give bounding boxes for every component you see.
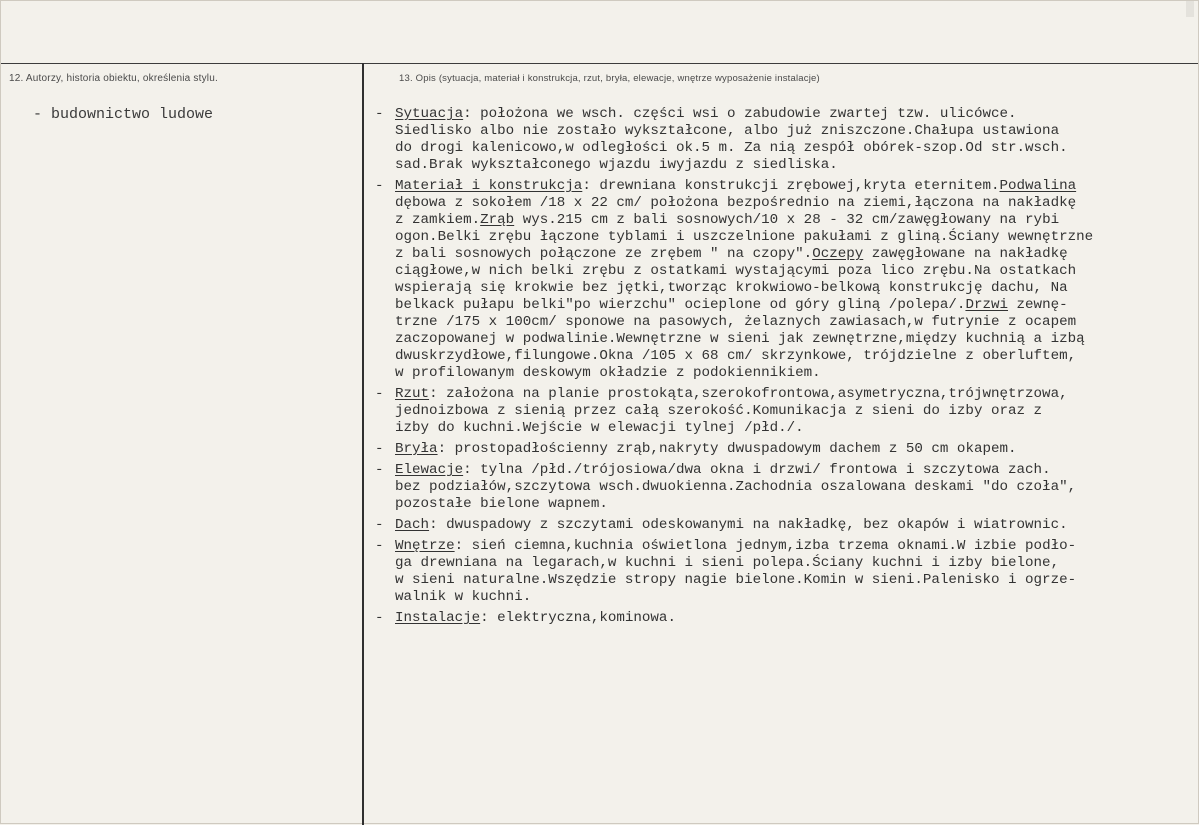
left-column-text: - budownictwo ludowe bbox=[33, 106, 214, 123]
section-bullet: - bbox=[375, 517, 384, 533]
section-heading: Drzwi bbox=[965, 297, 1009, 313]
section-heading: Sytuacja bbox=[395, 106, 464, 122]
text-run: Siedlisko albo nie zostało wykształcone, albo już zniszczone.Chałupa ustawiona bbox=[395, 123, 1060, 139]
text-run: pozostałe bielone wapnem. bbox=[395, 496, 608, 512]
section-bullet: - bbox=[375, 178, 384, 194]
header-field-12: 12. Autorzy, historia obiektu, określenia stylu. bbox=[9, 73, 218, 84]
text-run: belkack pułapu belki"po wierzchu" ocieplone od góry gliną /polepa/. bbox=[395, 297, 966, 313]
text-run: jednoizbowa z sienią przez całą szerokość.Komunikacja z sieni do izby oraz z bbox=[395, 403, 1043, 419]
description-section bbox=[375, 106, 1197, 174]
text-run: : sień ciemna,kuchnia oświetlona jednym,izba trzema oknami.W izbie podło- bbox=[454, 538, 1077, 554]
section-heading: Materiał i konstrukcja bbox=[395, 178, 583, 194]
text-run: dwuskrzydłowe,filungowe.Okna /105 x 68 cm/ skrzynkowe, trójdzielne z oberluftem, bbox=[395, 348, 1077, 364]
text-run: ciągłowe,w nich belki zrębu z ostatkami wystającymi poza lico zrębu.Na ostatkach bbox=[395, 263, 1077, 279]
description-section bbox=[375, 462, 1197, 513]
text-line bbox=[395, 263, 1197, 280]
text-line bbox=[395, 572, 1197, 589]
description-section bbox=[375, 178, 1197, 382]
text-run: z bali sosnowych połączone ze zrębem " na czopy". bbox=[395, 246, 813, 262]
column-divider bbox=[362, 63, 364, 825]
text-line bbox=[395, 496, 1197, 513]
section-heading: Podwalina bbox=[999, 178, 1077, 194]
text-line bbox=[395, 610, 1197, 627]
text-run: : drewniana konstrukcji zrębowej,kryta eternitem. bbox=[582, 178, 1000, 194]
text-line bbox=[395, 140, 1197, 157]
text-line bbox=[395, 441, 1197, 458]
section-heading: Zrąb bbox=[480, 212, 515, 228]
text-line bbox=[395, 403, 1197, 420]
section-bullet: - bbox=[375, 610, 384, 626]
text-run: sad.Brak wykształconego wjazdu iwyjazdu z siedliska. bbox=[395, 157, 838, 173]
text-run: : elektryczna,kominowa. bbox=[480, 610, 676, 626]
text-run: izby do kuchni.Wejście w elewacji tylnej /płd./. bbox=[395, 420, 804, 436]
section-heading: Bryła bbox=[395, 441, 438, 457]
description-body bbox=[375, 106, 1197, 631]
text-run: zewnę- bbox=[1008, 297, 1068, 313]
text-line bbox=[395, 297, 1197, 314]
section-bullet: - bbox=[375, 462, 384, 478]
text-run: do drogi kalenicowo,w odległości ok.5 m. Za nią zespół obórek-szop.Od str.wsch. bbox=[395, 140, 1068, 156]
header-rule bbox=[1, 63, 1198, 64]
text-line bbox=[395, 348, 1197, 365]
section-bullet: - bbox=[375, 441, 384, 457]
text-line bbox=[395, 538, 1197, 555]
section-bullet: - bbox=[375, 386, 384, 402]
section-heading: Instalacje bbox=[395, 610, 481, 626]
text-run: : założona na planie prostokąta,szerokofrontowa,asymetryczna,trójwnętrzowa, bbox=[429, 386, 1068, 402]
text-line bbox=[395, 365, 1197, 382]
page-edge-mark bbox=[1186, 1, 1194, 17]
text-run: w profilowanym deskowym okładzie z podokiennikiem. bbox=[395, 365, 821, 381]
text-line bbox=[395, 157, 1197, 174]
text-line bbox=[395, 106, 1197, 123]
text-run: : prostopadłościenny zrąb,nakryty dwuspadowym dachem z 50 cm okapem. bbox=[437, 441, 1017, 457]
text-line bbox=[395, 178, 1197, 195]
text-line bbox=[395, 229, 1197, 246]
text-run: : tylna /płd./trójosiowa/dwa okna i drzwi/ frontowa i szczytowa zach. bbox=[463, 462, 1051, 478]
description-section bbox=[375, 517, 1197, 534]
text-line bbox=[395, 555, 1197, 572]
text-line bbox=[395, 212, 1197, 229]
text-run: bez podziałów,szczytowa wsch.dwuokienna.Zachodnia oszalowana deskami "do czoła", bbox=[395, 479, 1077, 495]
text-run: w sieni naturalne.Wszędzie stropy nagie bielone.Komin w sieni.Palenisko i ogrze- bbox=[395, 572, 1077, 588]
section-heading: Dach bbox=[395, 517, 430, 533]
text-line bbox=[395, 246, 1197, 263]
text-line bbox=[395, 386, 1197, 403]
text-run: : dwuspadowy z szczytami odeskowanymi na nakładkę, bez okapów i wiatrownic. bbox=[429, 517, 1068, 533]
text-run: ga drewniana na legarach,w kuchni i sieni polepa.Ściany kuchni i izby bielone, bbox=[395, 555, 1060, 571]
text-run: zawęgłowane na nakładkę bbox=[863, 246, 1068, 262]
text-run: ogon.Belki zrębu łączone tyblami i uszczelnione pakułami z gliną.Ściany wewnętrzne bbox=[395, 229, 1094, 245]
text-run: dębowa z sokołem /18 x 22 cm/ położona bezpośrednio na ziemi,łączona na nakładkę bbox=[395, 195, 1077, 211]
description-section bbox=[375, 610, 1197, 627]
section-heading: Rzut bbox=[395, 386, 430, 402]
text-line bbox=[395, 331, 1197, 348]
description-section bbox=[375, 538, 1197, 606]
text-run: zaczopowanej w podwalinie.Wewnętrzne w sieni jak zewnętrzne,między kuchnią a izbą bbox=[395, 331, 1085, 347]
section-bullet: - bbox=[375, 106, 384, 122]
text-run: walnik w kuchni. bbox=[395, 589, 532, 605]
text-line bbox=[395, 517, 1197, 534]
text-line bbox=[395, 314, 1197, 331]
text-line bbox=[395, 280, 1197, 297]
section-bullet: - bbox=[375, 538, 384, 554]
text-run: z zamkiem. bbox=[395, 212, 481, 228]
text-run: wspierają się krokwie bez jętki,tworząc krokwiowo-belkową konstrukcję dachu, Na bbox=[395, 280, 1068, 296]
text-line bbox=[395, 462, 1197, 479]
section-heading: Wnętrze bbox=[395, 538, 455, 554]
text-run: trzne /175 x 100cm/ sponowe na pasowych, żelaznych zawiasach,w futrynie z ocapem bbox=[395, 314, 1077, 330]
section-heading: Elewacje bbox=[395, 462, 464, 478]
description-section bbox=[375, 386, 1197, 437]
section-heading: Oczepy bbox=[812, 246, 864, 262]
header-field-13: 13. Opis (sytuacja, materiał i konstrukcja, rzut, bryła, elewacje, wnętrze wyposażenie instalacje) bbox=[399, 73, 820, 84]
text-line bbox=[395, 195, 1197, 212]
text-line bbox=[395, 589, 1197, 606]
text-line bbox=[395, 123, 1197, 140]
description-section bbox=[375, 441, 1197, 458]
text-run: : położona we wsch. części wsi o zabudowie zwartej tzw. ulicówce. bbox=[463, 106, 1017, 122]
text-line bbox=[395, 420, 1197, 437]
text-line bbox=[395, 479, 1197, 496]
text-run: wys.215 cm z bali sosnowych/10 x 28 - 32 cm/zawęgłowany na rybi bbox=[514, 212, 1060, 228]
